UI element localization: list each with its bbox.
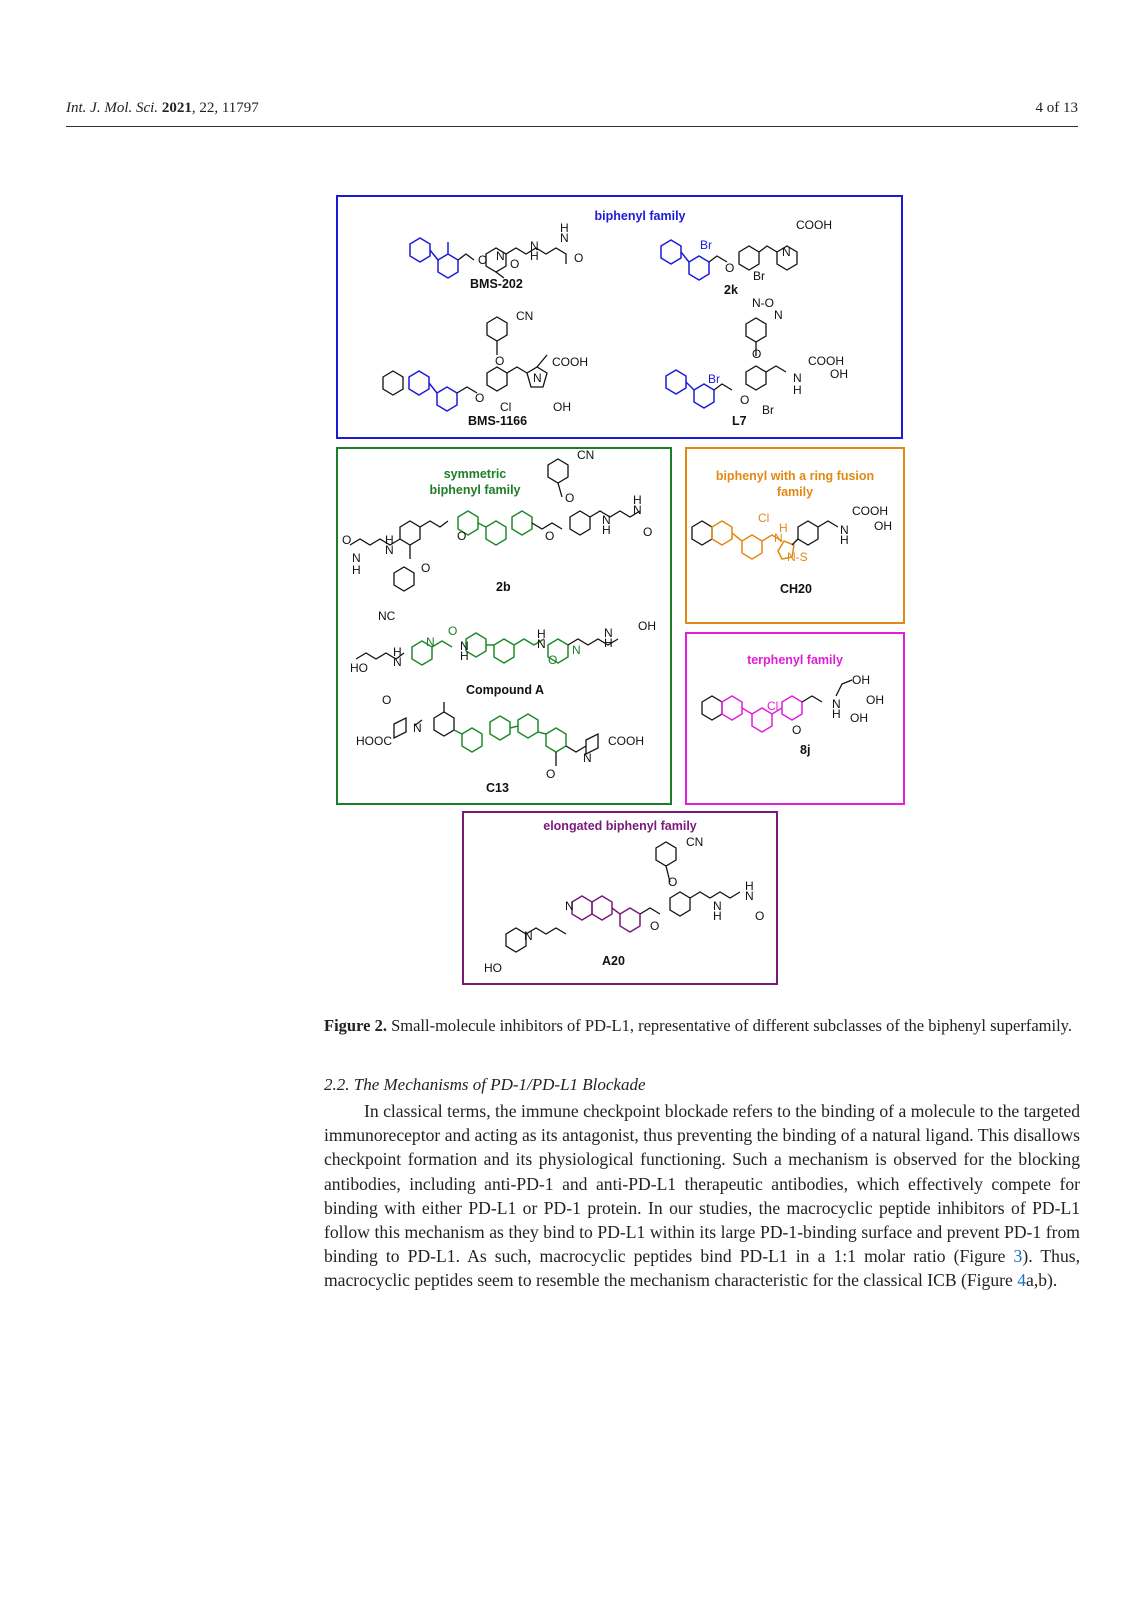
atom-br: Br <box>700 238 712 252</box>
atom-n: N <box>385 543 394 557</box>
figure-caption <box>324 1014 1080 1038</box>
atom-o: O <box>342 533 352 547</box>
family-title-ring-fusion-line2: family <box>776 485 814 499</box>
figure-3-link[interactable]: 3 <box>1013 1246 1023 1267</box>
atom-h: H <box>832 707 841 721</box>
atom-o: O <box>565 491 575 505</box>
family-title-elongated: elongated biphenyl family <box>543 819 697 833</box>
atom-o: O <box>740 393 750 407</box>
atom-o: O <box>725 261 735 275</box>
atom-n-s: N-S <box>787 550 808 564</box>
atom-o: O <box>421 561 431 575</box>
caption-label: Figure 2. <box>324 1016 387 1035</box>
atom-o: O <box>545 529 555 543</box>
atom-cooh: COOH <box>852 504 888 518</box>
atom-o: O <box>475 391 485 405</box>
compound-label-l7: L7 <box>732 414 747 428</box>
compound-label-bms-1166: BMS-1166 <box>468 414 528 428</box>
atom-n: N <box>774 531 783 545</box>
atom-n: N <box>352 551 361 565</box>
atom-h: H <box>604 636 613 650</box>
journal-name: Int. J. Mol. Sci. <box>66 100 159 116</box>
atom-n: N <box>604 626 613 640</box>
page-header <box>66 96 1078 127</box>
body-paragraph <box>324 1099 1080 1293</box>
atom-n: N <box>560 231 569 245</box>
atom-h: H <box>713 909 722 923</box>
atom-h: H <box>560 221 569 235</box>
atom-o: O <box>546 767 556 781</box>
atom-n: N <box>496 249 505 263</box>
atom-o: O <box>478 253 488 267</box>
paragraph-text-1: In classical terms, the immune checkpoint blockade refers to the binding of a molecule to the targeted immunoreceptor and acting as its antagonist, thus preventing the binding of a natural ligand. This disallows checkpoint formation and its physiological functioning. Such a mechanism is observed for the blocking antibodies, including anti-PD-1 and anti-PD-L1 therapeutic antibodies, which effectively compete for binding with either PD-L1 or PD-1 protein. In our studies, the macrocyclic peptide inhibitors of PD-L1 follow this mechanism as they bind to PD-L1 within its large PD-1-binding surface and prevent PD-1 from binding to PD-L1. As such, macrocyclic peptides bind PD-L1 in a 1:1 molar ratio (Figure <box>324 1101 1080 1267</box>
atom-o: O <box>382 693 392 707</box>
family-title-biphenyl: biphenyl family <box>594 209 686 223</box>
atom-n: N <box>393 655 402 669</box>
atom-br: Br <box>753 269 765 283</box>
atom-h: H <box>530 249 539 263</box>
atom-ho: HO <box>350 661 368 675</box>
atom-n: N <box>460 639 469 653</box>
paragraph-text-3: a,b). <box>1026 1270 1058 1291</box>
atom-n: N <box>530 239 539 253</box>
paragraph-text-2: ). Thus, macrocyclic peptides seem to resemble the mechanism characteristic for the classical ICB (Figure <box>324 1246 1080 1291</box>
atom-oh: OH <box>638 619 656 633</box>
atom-n: N <box>793 371 802 385</box>
atom-h: H <box>745 879 754 893</box>
family-title-terphenyl: terphenyl family <box>747 653 843 667</box>
compound-label-compound-a: Compound A <box>466 683 544 697</box>
atom-n: N <box>774 308 783 322</box>
journal-volume: , 22, 11797 <box>191 100 259 116</box>
atom-cl: Cl <box>767 699 779 713</box>
atom-o: O <box>495 354 505 368</box>
atom-oh: OH <box>830 367 848 381</box>
atom-n: N <box>602 513 611 527</box>
atom-o: O <box>574 251 584 265</box>
atom-cn: CN <box>686 835 704 849</box>
atom-n-o: N-O <box>752 296 774 310</box>
atom-cl: Cl <box>500 400 512 414</box>
atom-h: H <box>460 649 469 663</box>
compound-label-c13: C13 <box>486 781 509 795</box>
atom-n: N <box>583 751 592 765</box>
atom-o: O <box>752 347 762 361</box>
atom-n: N <box>524 929 533 943</box>
family-title-symmetric-line2: biphenyl family <box>429 483 521 497</box>
atom-h: H <box>385 533 394 547</box>
figure-4-link[interactable]: 4 <box>1017 1270 1027 1291</box>
atom-cooh: COOH <box>552 355 588 369</box>
atom-h: H <box>537 627 546 641</box>
atom-o: O <box>792 723 802 737</box>
atom-n: N <box>533 371 542 385</box>
family-title-symmetric-line1: symmetric <box>443 467 507 481</box>
family-title-ring-fusion-line1: biphenyl with a ring fusion <box>715 469 875 483</box>
atom-o: O <box>448 624 458 638</box>
atom-h: H <box>779 521 788 535</box>
atom-cooh: COOH <box>796 218 832 232</box>
compound-label-8j: 8j <box>800 743 811 757</box>
caption-text: Small-molecule inhibitors of PD-L1, representative of different subclasses of the biphenyl superfamily. <box>386 1016 1072 1035</box>
atom-cl: Cl <box>758 511 770 525</box>
atom-oh: OH <box>874 519 892 533</box>
atom-o: O <box>510 257 520 271</box>
atom-hooc: HOOC <box>356 734 392 748</box>
atom-br: Br <box>762 403 774 417</box>
atom-n: N <box>745 889 754 903</box>
structure-a20 <box>486 835 776 978</box>
atom-o: O <box>457 529 467 543</box>
atom-oh: OH <box>553 400 571 414</box>
compound-label-2b: 2b <box>496 580 511 594</box>
atom-o: O <box>650 919 660 933</box>
atom-n: N <box>840 523 849 537</box>
atom-oh: OH <box>850 711 868 725</box>
atom-o: O <box>668 875 678 889</box>
compound-label-2k: 2k <box>724 283 738 297</box>
atom-oh: OH <box>866 693 884 707</box>
atom-n: N <box>782 245 791 259</box>
atom-cooh: COOH <box>608 734 644 748</box>
atom-n: N <box>832 697 841 711</box>
atom-ho: HO <box>484 961 502 975</box>
compound-label-a20: A20 <box>602 954 625 968</box>
atom-br: Br <box>708 372 720 386</box>
compound-label-ch20: CH20 <box>780 582 812 596</box>
journal-citation <box>66 100 259 117</box>
page-number: 4 of 13 <box>1035 100 1078 116</box>
atom-h: H <box>793 383 802 397</box>
atom-h: H <box>393 645 402 659</box>
atom-o: O <box>643 525 653 539</box>
atom-n: N <box>572 643 581 657</box>
atom-n: N <box>565 899 574 913</box>
journal-year: 2021 <box>161 100 192 116</box>
structure-bms-202 <box>400 222 620 282</box>
atom-h: H <box>840 533 849 547</box>
atom-h: H <box>352 563 361 577</box>
atom-n: N <box>413 721 422 735</box>
atom-cn: CN <box>577 448 595 462</box>
compound-label-bms-202: BMS-202 <box>470 277 523 291</box>
atom-n: N <box>537 637 546 651</box>
atom-n: N <box>713 899 722 913</box>
atom-cn: CN <box>516 309 534 323</box>
atom-h: H <box>633 493 642 507</box>
atom-n: N <box>426 635 435 649</box>
atom-cooh: COOH <box>808 354 844 368</box>
atom-h: H <box>602 523 611 537</box>
atom-nc: NC <box>378 609 396 623</box>
atom-o: O <box>548 653 558 667</box>
atom-o: O <box>755 909 765 923</box>
section-heading: 2.2. The Mechanisms of PD-1/PD-L1 Blockade <box>324 1075 646 1094</box>
atom-n: N <box>633 503 642 517</box>
atom-oh: OH <box>852 673 870 687</box>
